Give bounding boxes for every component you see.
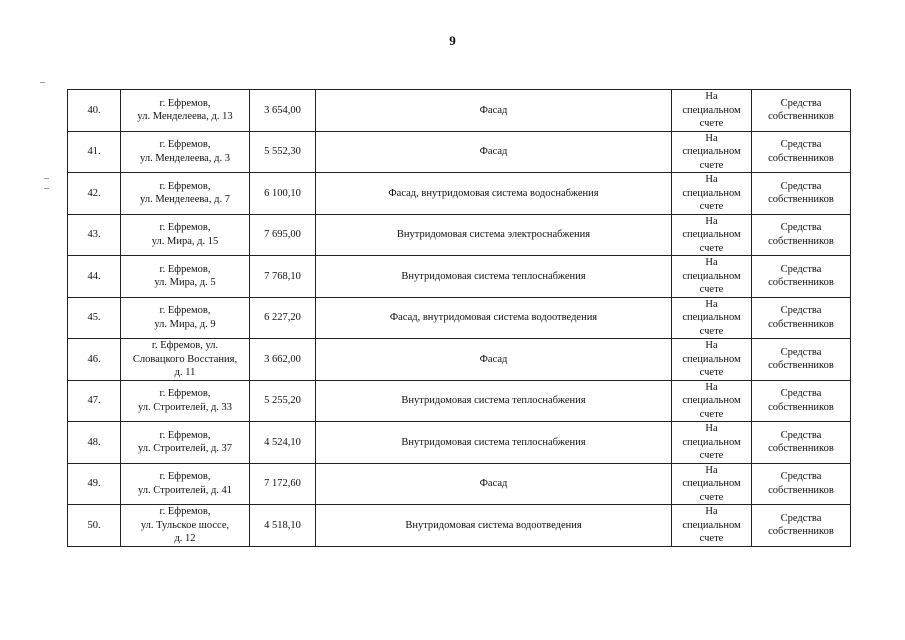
address-line: ул. Мира, д. 15	[151, 235, 219, 247]
scan-mark	[44, 188, 49, 189]
funds-line: собственников	[768, 111, 834, 123]
account-method-cell	[672, 131, 752, 173]
account-line: специальном	[682, 353, 741, 365]
scan-mark	[40, 82, 45, 83]
account-line: специальном	[682, 270, 741, 282]
funds-line: Средства	[780, 180, 822, 192]
funding-source-cell	[752, 297, 851, 339]
account-line: счете	[699, 159, 724, 171]
address-cell	[121, 214, 250, 256]
account-line: специальном	[682, 478, 741, 489]
work-type-cell: Фасад	[316, 90, 672, 132]
work-type-cell: Фасад	[316, 339, 672, 381]
row-number-cell: 47.	[68, 380, 121, 422]
account-line: счете	[699, 367, 724, 378]
work-type-cell: Фасад, внутридомовая система водоснабжения	[316, 173, 672, 215]
account-method-cell	[672, 505, 752, 547]
address-cell	[121, 173, 250, 215]
address-line: ул. Строителей, д. 33	[137, 401, 233, 413]
address-line: г. Ефремов,	[159, 506, 211, 517]
funds-line: собственников	[768, 484, 834, 496]
area-cell: 3 662,00	[250, 339, 316, 381]
account-line: счете	[699, 408, 724, 420]
account-line: На	[705, 506, 718, 517]
address-cell	[121, 256, 250, 298]
address-cell	[121, 505, 250, 547]
funds-line: собственников	[768, 152, 834, 164]
work-type-cell: Внутридомовая система электроснабжения	[316, 214, 672, 256]
account-line: счете	[699, 491, 724, 503]
work-type-cell: Фасад	[316, 463, 672, 505]
address-line: г. Ефремов,	[159, 97, 211, 109]
funds-line: собственников	[768, 401, 834, 413]
funds-line: Средства	[780, 139, 822, 151]
row-number-cell: 43.	[68, 214, 121, 256]
funds-line: собственников	[768, 318, 834, 330]
table-row	[68, 214, 851, 256]
funding-source-cell	[752, 90, 851, 132]
address-line: д. 11	[174, 367, 196, 378]
account-line: специальном	[682, 519, 741, 531]
area-cell: 7 172,60	[250, 463, 316, 505]
area-cell: 5 255,20	[250, 380, 316, 422]
funding-source-cell	[752, 380, 851, 422]
area-cell: 7 768,10	[250, 256, 316, 298]
area-cell: 7 695,00	[250, 214, 316, 256]
address-cell	[121, 422, 250, 464]
funds-line: Средства	[780, 222, 822, 234]
address-line: г. Ефремов,	[159, 429, 211, 441]
row-number-cell: 40.	[68, 90, 121, 132]
account-line: специальном	[682, 229, 741, 240]
address-cell	[121, 297, 250, 339]
funds-line: собственников	[768, 443, 834, 455]
funds-line: Средства	[780, 305, 822, 317]
account-line: счете	[699, 201, 724, 212]
row-number-cell: 41.	[68, 131, 121, 173]
repair-plan-table	[67, 89, 851, 547]
work-type-cell: Фасад	[316, 131, 672, 173]
account-method-cell	[672, 297, 752, 339]
funding-source-cell	[752, 214, 851, 256]
row-number-cell: 44.	[68, 256, 121, 298]
address-line: Словацкого Восстания,	[132, 353, 238, 365]
row-number-cell: 49.	[68, 463, 121, 505]
table-row	[68, 256, 851, 298]
address-line: ул. Мира, д. 5	[154, 277, 216, 289]
table-row	[68, 173, 851, 215]
address-cell	[121, 339, 250, 381]
funding-source-cell	[752, 339, 851, 381]
work-type-cell: Фасад, внутридомовая система водоотведения	[316, 297, 672, 339]
address-cell	[121, 380, 250, 422]
address-line: г. Ефремов,	[159, 471, 211, 483]
account-line: счете	[699, 325, 724, 337]
area-cell: 4 524,10	[250, 422, 316, 464]
funding-source-cell	[752, 173, 851, 215]
address-line: г. Ефремов,	[159, 305, 211, 317]
account-line: На	[705, 298, 718, 310]
account-line: счете	[699, 533, 724, 544]
funds-line: собственников	[768, 277, 834, 289]
area-cell: 6 100,10	[250, 173, 316, 215]
address-line: г. Ефремов,	[159, 263, 211, 275]
account-method-cell	[672, 214, 752, 256]
row-number-cell: 42.	[68, 173, 121, 215]
account-method-cell	[672, 90, 752, 132]
account-line: На	[705, 257, 718, 268]
address-line: ул. Менделеева, д. 7	[140, 194, 230, 206]
funds-line: собственников	[768, 526, 834, 538]
address-line: г. Ефремов,	[159, 388, 211, 400]
funds-line: Средства	[780, 512, 822, 524]
account-line: счете	[699, 118, 724, 129]
funds-line: собственников	[768, 360, 834, 372]
address-line: г. Ефремов,	[159, 180, 211, 192]
account-line: На	[705, 215, 718, 227]
funding-source-cell	[752, 256, 851, 298]
area-cell: 5 552,30	[250, 131, 316, 173]
account-line: На	[705, 174, 718, 185]
funds-line: Средства	[780, 263, 822, 275]
account-line: специальном	[682, 312, 741, 323]
table-row	[68, 297, 851, 339]
address-line: ул. Мира, д. 9	[154, 318, 216, 330]
funds-line: Средства	[780, 429, 822, 441]
page-number: 9	[449, 33, 456, 48]
address-cell	[121, 463, 250, 505]
address-line: ул. Менделеева, д. 3	[140, 152, 230, 164]
account-method-cell	[672, 380, 752, 422]
funds-line: Средства	[780, 97, 822, 109]
area-cell: 3 654,00	[250, 90, 316, 132]
address-line: г. Ефремов,	[159, 139, 211, 151]
account-line: специальном	[682, 436, 741, 448]
table-row	[68, 463, 851, 505]
table-body	[68, 90, 851, 547]
table-row	[68, 339, 851, 381]
address-line: ул. Строителей, д. 41	[137, 484, 233, 496]
address-line: д. 12	[174, 533, 196, 544]
work-type-cell: Внутридомовая система теплоснабжения	[316, 256, 672, 298]
table-row	[68, 505, 851, 547]
account-method-cell	[672, 173, 752, 215]
row-number-cell: 48.	[68, 422, 121, 464]
account-line: специальном	[682, 395, 741, 406]
account-method-cell	[672, 256, 752, 298]
account-method-cell	[672, 339, 752, 381]
area-cell: 4 518,10	[250, 505, 316, 547]
row-number-cell: 45.	[68, 297, 121, 339]
area-cell: 6 227,20	[250, 297, 316, 339]
address-line: ул. Менделеева, д. 13	[137, 111, 233, 123]
work-type-cell: Внутридомовая система теплоснабжения	[316, 422, 672, 464]
funding-source-cell	[752, 463, 851, 505]
account-method-cell	[672, 422, 752, 464]
account-line: На	[705, 340, 718, 351]
row-number-cell: 46.	[68, 339, 121, 381]
account-line: На	[705, 91, 718, 102]
account-line: специальном	[682, 187, 741, 199]
address-line: ул. Тульское шоссе,	[140, 519, 230, 531]
account-line: На	[705, 132, 718, 144]
funds-line: Средства	[780, 346, 822, 358]
account-method-cell	[672, 463, 752, 505]
funding-source-cell	[752, 422, 851, 464]
account-line: специальном	[682, 146, 741, 157]
account-line: На	[705, 381, 718, 393]
funding-source-cell	[752, 505, 851, 547]
row-number-cell: 50.	[68, 505, 121, 547]
funds-line: собственников	[768, 194, 834, 206]
funds-line: Средства	[780, 471, 822, 483]
account-line: счете	[699, 242, 724, 254]
work-type-cell: Внутридомовая система теплоснабжения	[316, 380, 672, 422]
address-line: г. Ефремов, ул.	[151, 340, 219, 351]
address-cell	[121, 90, 250, 132]
account-line: На	[705, 423, 718, 434]
funds-line: Средства	[780, 388, 822, 400]
funding-source-cell	[752, 131, 851, 173]
scan-mark	[44, 178, 49, 179]
account-line: специальном	[682, 104, 741, 116]
address-line: ул. Строителей, д. 37	[137, 443, 233, 455]
funds-line: собственников	[768, 235, 834, 247]
table-row	[68, 380, 851, 422]
account-line: На	[705, 464, 718, 476]
account-line: счете	[699, 450, 724, 461]
account-line: счете	[699, 284, 724, 295]
table-row	[68, 131, 851, 173]
work-type-cell: Внутридомовая система водоотведения	[316, 505, 672, 547]
table-row	[68, 90, 851, 132]
address-line: г. Ефремов,	[159, 222, 211, 234]
address-cell	[121, 131, 250, 173]
table-row	[68, 422, 851, 464]
